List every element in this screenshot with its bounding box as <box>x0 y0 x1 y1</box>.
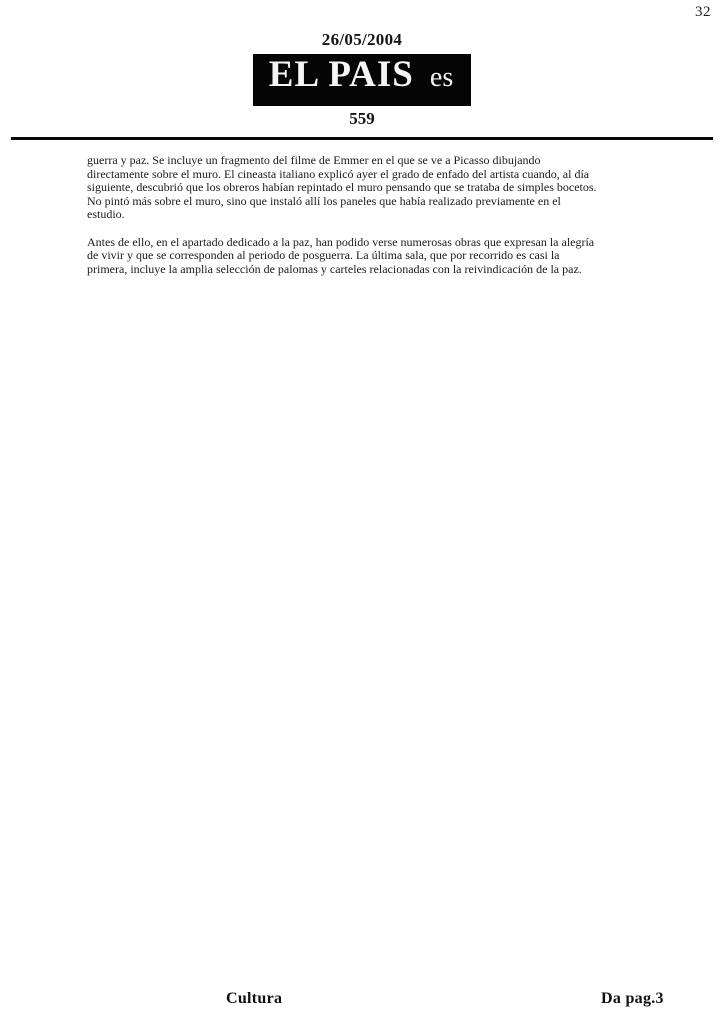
page-number: 32 <box>695 4 711 20</box>
header-divider-rule <box>11 137 713 140</box>
article-paragraph <box>87 154 649 222</box>
el-pais-logo <box>253 54 471 106</box>
clipping-header <box>0 0 724 129</box>
article-paragraph <box>87 236 649 277</box>
text-line: Antes de ello, en el apartado dedicado a la paz, han podido verse numerosas obras que expresan la alegría <box>87 234 595 249</box>
text-line: primera, incluye la amplia selección de palomas y carteles relacionadas con la reivindicación de la paz. <box>87 261 582 276</box>
footer-section-label: Cultura <box>226 990 283 1007</box>
footer-source-page: Da pag.3 <box>601 990 664 1007</box>
text-line: guerra y paz. Se incluye un fragmento del filme de Emmer en el que se ve a Picasso dibujando <box>87 153 541 167</box>
text-line: No pintó más sobre el muro, sino que instaló allí los paneles que había realizado previamente en el <box>87 193 561 208</box>
text-line: estudio. <box>87 207 125 221</box>
logo-main-text: EL PAIS <box>268 54 414 95</box>
text-line: directamente sobre el muro. El cineasta italiano explicó ayer el grado de enfado del artista cuando, al día <box>87 166 590 181</box>
clipping-date: 26/05/2004 <box>321 30 403 49</box>
logo-suffix-text: es <box>429 62 454 93</box>
text-line: de vivir y que se corresponden al periodo de posguerra. La última sala, que por recorrido es casi la <box>87 248 560 262</box>
article-body <box>87 154 649 276</box>
edition-number: 559 <box>349 109 375 128</box>
text-line: siguiente, descubrió que los obreros habían repintado el muro pensando que se trataba de simples bocetos. <box>87 180 597 194</box>
